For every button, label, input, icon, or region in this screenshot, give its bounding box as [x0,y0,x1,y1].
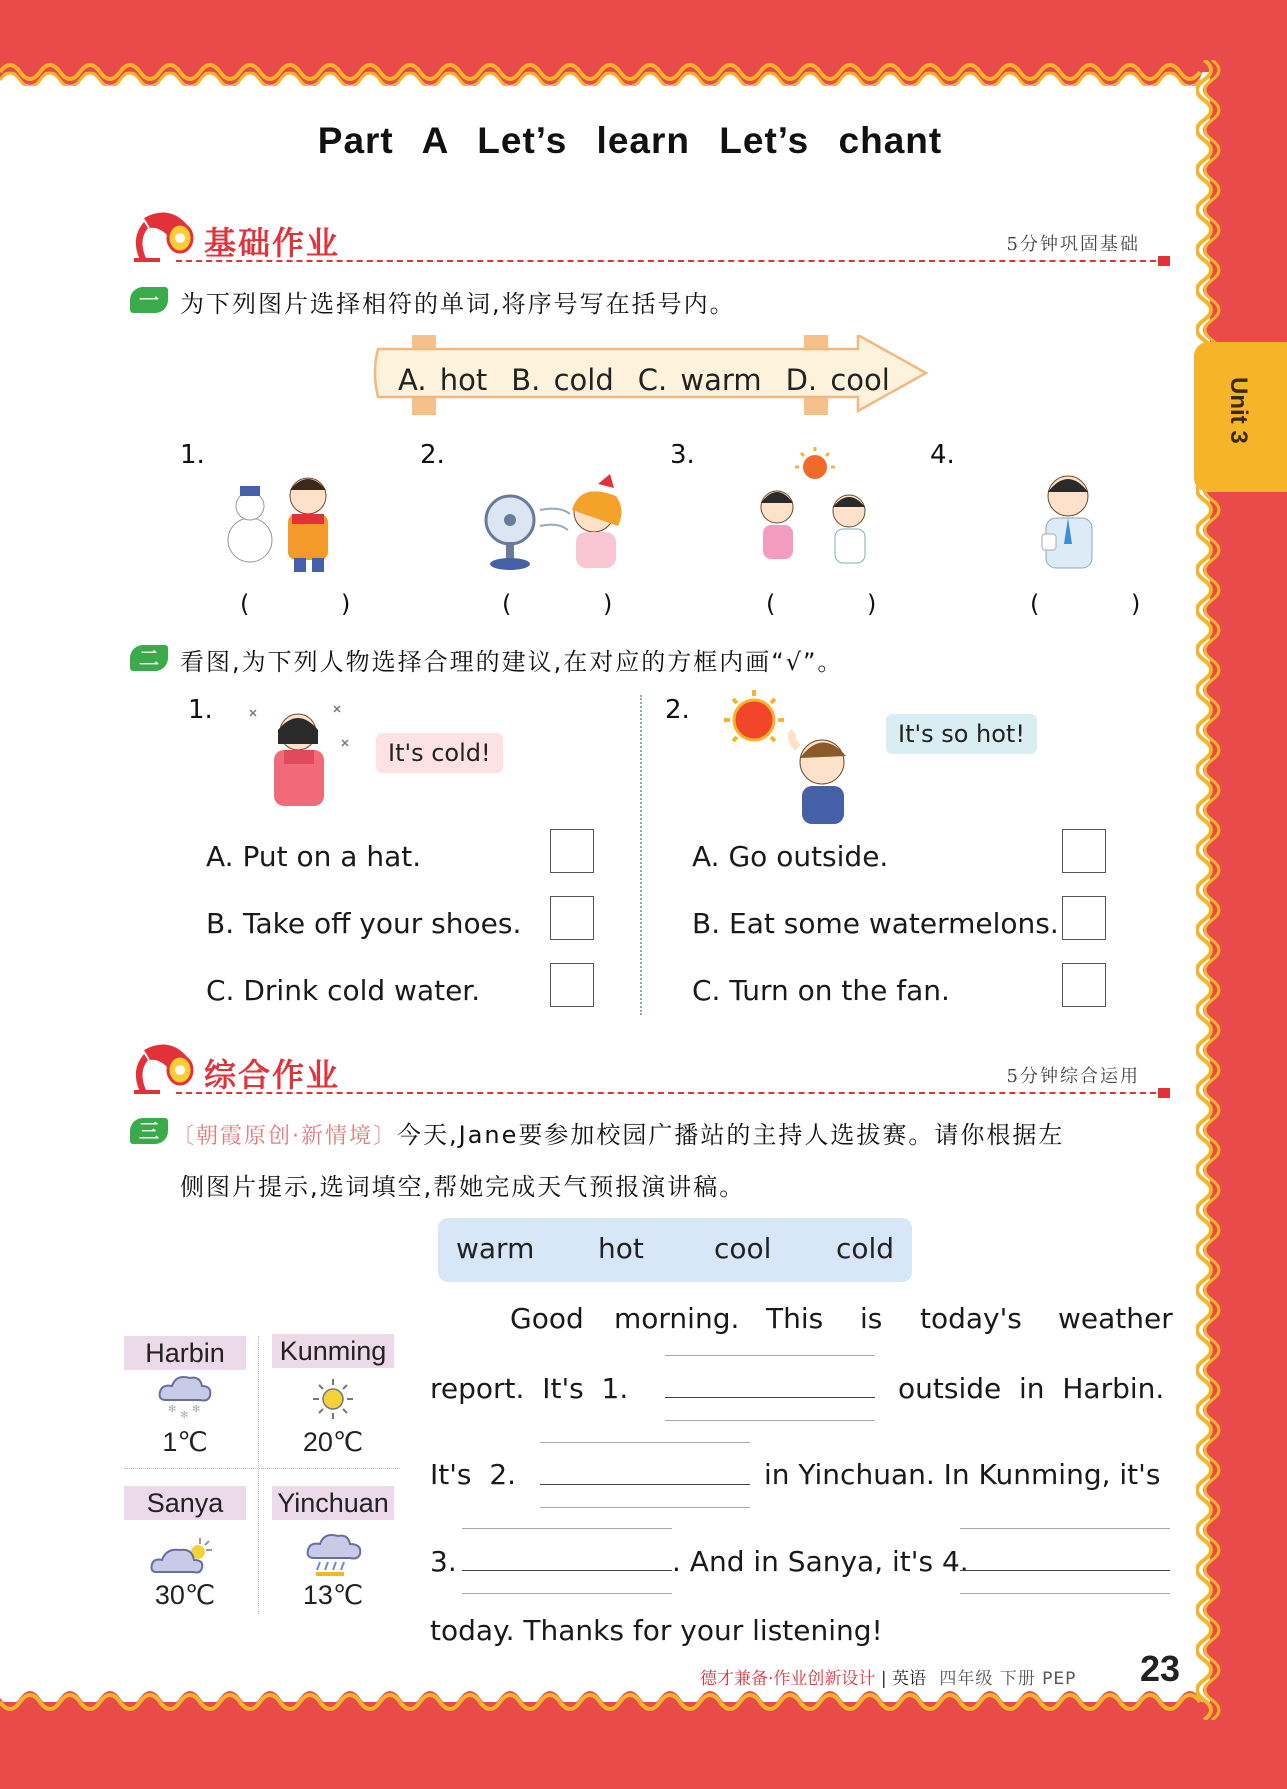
svg-text:✻: ✻ [180,1410,189,1420]
q1-answer-2[interactable]: ( ) [502,590,655,618]
passage-line-2a: report. It's 1. [430,1372,629,1405]
passage-line-1-word: This [766,1302,824,1335]
weather-grid-vline [258,1336,259,1614]
section-comprehensive-subtitle: 5分钟综合运用 [1006,1066,1140,1087]
q1-answer-3[interactable]: ( ) [766,590,919,618]
q1-item-4-number: 4. [930,440,955,470]
temp-yinchuan: 13℃ [302,1580,364,1610]
q2-right-speech-bubble: It's so hot! [886,714,1037,754]
blank-4[interactable] [960,1570,1170,1571]
section-basic-header [130,208,1170,268]
word-option-a: A. hot [398,363,488,397]
passage-line-1-word: is [860,1302,883,1335]
q2-right-checkbox-c[interactable] [1062,963,1106,1007]
svg-text:✻: ✻ [192,1404,201,1415]
q2-left-option-a: A. Put on a hat. [206,840,422,873]
question-2-badge: 二 [130,645,168,671]
passage-line-3a: It's 2. [430,1458,517,1491]
blank-1[interactable] [665,1397,875,1398]
word-bank-item: warm [456,1232,535,1265]
passage-line-1-word: today's [920,1302,1022,1335]
question-3-instruction-line2: 侧图片提示,选词填空,帮她完成天气预报演讲稿。 [180,1173,746,1201]
section-comprehensive-label: 综合作业 [204,1056,341,1094]
footer-subject: 英语 [891,1669,926,1689]
cool-boy-illustration [1020,460,1120,580]
top-wave-border [0,52,1210,86]
q1-answer-4[interactable]: ( ) [1030,590,1183,618]
section-divider [176,260,1166,262]
word-options [398,363,914,397]
q2-left-checkbox-c[interactable] [550,963,594,1007]
section-basic-subtitle: 5分钟巩固基础 [1006,234,1140,255]
blank-1-guide-top [665,1355,875,1356]
word-option-b: B. cold [511,363,614,397]
word-bank-item: cold [836,1232,895,1265]
q2-right-option-b: B. Eat some watermelons. [692,907,1059,940]
passage-line-1-word: morning. [614,1302,740,1335]
footer-brand: 德才兼备·作业创新设计 [700,1669,876,1689]
city-kunming: Kunming [272,1334,394,1368]
temp-sanya: 30℃ [154,1580,216,1610]
q1-item-1-number: 1. [180,440,205,470]
section-basic-label: 基础作业 [204,224,341,262]
blank-2[interactable] [540,1484,750,1485]
unit-tab-label: Unit 3 [1225,377,1252,444]
question-1-badge: 一 [130,287,168,313]
blank-2-guide-bottom [540,1507,750,1508]
q2-right-checkbox-a[interactable] [1062,829,1106,873]
q2-left-number: 1. [188,695,213,725]
q2-left-checkbox-b[interactable] [550,896,594,940]
section-comprehensive-header [130,1040,1170,1100]
blank-2-guide-top [540,1442,750,1443]
question-3-instruction-text: 今天,Jane要参加校园广播站的主持人选拔赛。请你根据左 [397,1121,1065,1149]
blank-4-guide-top [960,1528,1170,1529]
question-3-badge: 三 [130,1118,168,1144]
question-1-instruction: 为下列图片选择相符的单词,将序号写在括号内。 [180,290,736,318]
q1-answer-1[interactable]: ( ) [240,590,393,618]
passage-line-5: today. Thanks for your listening! [430,1614,883,1647]
word-option-c: C. warm [637,363,762,397]
section-divider [176,1092,1166,1094]
question-2-instruction: 看图,为下列人物选择合理的建议,在对应的方框内画“√”。 [180,648,844,676]
snow-cloud-icon [158,1374,212,1420]
right-wave-border [1196,60,1236,1720]
city-sanya: Sanya [124,1486,246,1520]
q2-left-checkbox-a[interactable] [550,829,594,873]
blank-1-guide-bottom [665,1420,875,1421]
page-title: Part A Let’s learn Let’s chant [317,120,943,161]
q1-item-2-number: 2. [420,440,445,470]
word-bank [438,1218,912,1282]
temp-harbin: 1℃ [162,1427,208,1457]
section-divider-end [1158,1088,1170,1098]
snowman-boy-illustration [218,460,348,575]
footer: 德才兼备·作业创新设计 | 英语 四年级 下册 PEP [700,1669,1077,1689]
city-yinchuan: Yinchuan [272,1486,394,1520]
lamp-icon [130,208,200,266]
svg-text:✻: ✻ [168,1404,177,1415]
fan-girl-illustration [470,470,640,580]
hot-sun-kids-illustration [745,445,885,575]
q2-left-speech-bubble: It's cold! [376,733,503,773]
word-bank-item: hot [598,1232,644,1265]
sun-cloud-icon [150,1536,220,1580]
footer-meta: 四年级 下册 PEP [939,1669,1077,1689]
column-divider [640,695,642,1015]
q2-right-number: 2. [665,695,690,725]
page-number: 23 [1140,1648,1181,1689]
q2-right-checkbox-b[interactable] [1062,896,1106,940]
bottom-wave-border [0,1690,1210,1724]
blank-3[interactable] [462,1570,672,1571]
question-3-instruction-line1 [172,1115,1064,1150]
sun-icon [308,1376,358,1422]
section-divider-end [1158,256,1170,266]
q2-left-option-c: C. Drink cold water. [206,974,481,1007]
passage-line-4a: 3. [430,1545,457,1578]
blank-4-guide-bottom [960,1593,1170,1594]
q2-left-option-b: B. Take off your shoes. [206,907,522,940]
passage-line-3b: in Yinchuan. In Kunming, it's [764,1458,1161,1491]
blank-3-guide-top [462,1528,672,1529]
lamp-icon [130,1040,200,1098]
hot-sun-boy-illustration [718,688,868,828]
passage-line-1-word: weather [1058,1302,1173,1335]
temp-kunming: 20℃ [302,1427,364,1457]
city-harbin: Harbin [124,1336,246,1370]
question-3-tag: 〔朝霞原创·新情境〕 [172,1124,397,1149]
word-option-d: D. cool [785,363,890,397]
blank-3-guide-bottom [462,1593,672,1594]
word-bank-item: cool [714,1232,772,1265]
passage-line-1-word: Good [510,1302,584,1335]
passage-line-2b: outside in Harbin. [898,1372,1165,1405]
q1-item-3-number: 3. [670,440,695,470]
passage-line-4b: . And in Sanya, it's 4. [672,1545,969,1578]
q2-right-option-c: C. Turn on the fan. [692,974,950,1007]
q2-right-option-a: A. Go outside. [692,840,889,873]
unit-tab[interactable] [1194,342,1287,492]
weather-grid-hline [124,1468,400,1469]
rain-cloud-icon [306,1532,366,1578]
cold-girl-illustration [244,700,354,810]
